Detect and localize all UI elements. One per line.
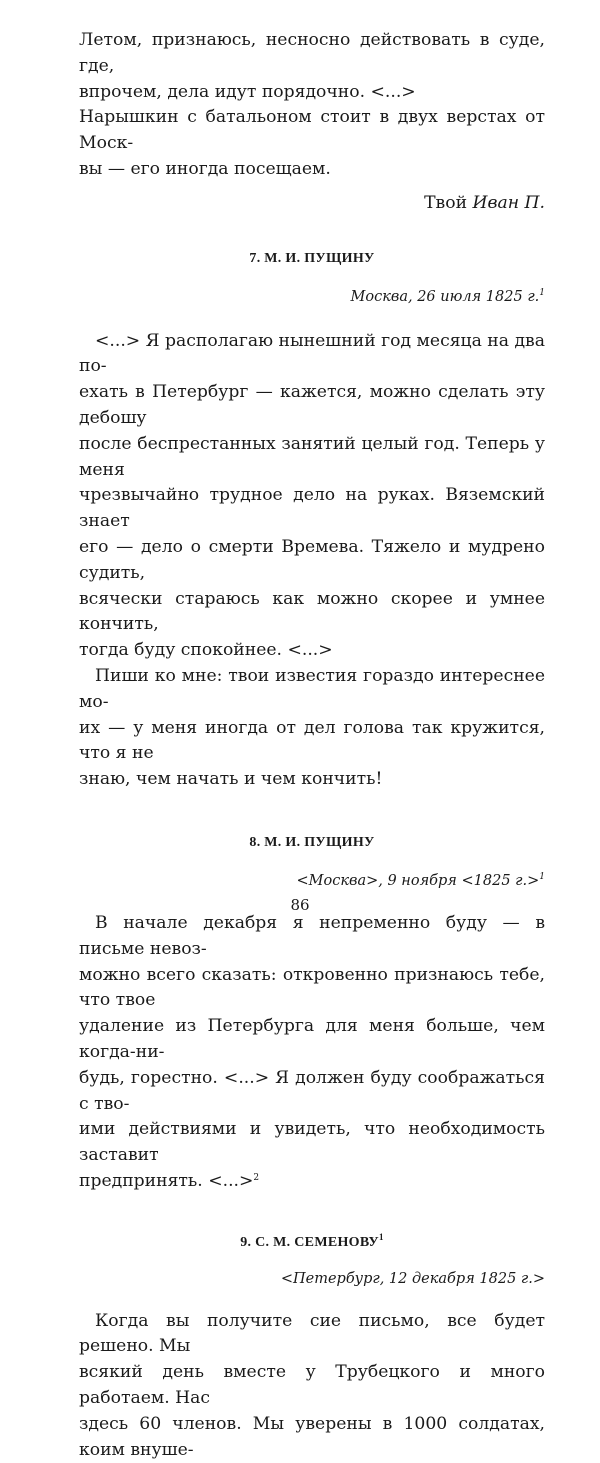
text-line: будь, горестно. <...> Я должен буду соображаться с тво-	[79, 1067, 545, 1114]
letter-date: <Петербург, 12 декабря 1825 г.>	[280, 1270, 545, 1287]
text-line: Летом, признаюсь, несносно действовать в суде, где,	[79, 30, 545, 76]
letter-heading: 9. С. М. СЕМЕНОВУ$^1$	[240, 1231, 384, 1250]
letter-date: Москва, 26 июля 1825 г.$^1$	[350, 287, 545, 305]
text-line: вы — его иногда посещаем.	[79, 158, 331, 179]
paragraph	[79, 664, 545, 793]
text-line: тогда буду спокойнее. <...>	[79, 640, 333, 661]
text-line: Когда вы получите сие письмо, все будет решено. Мы	[79, 1310, 545, 1357]
text-line: В начале декабря я непременно буду — в письме невоз-	[79, 912, 545, 959]
text-line: после беспрестанных занятий целый год. Теперь у меня	[79, 433, 545, 480]
paragraph	[79, 105, 545, 182]
text-line: можно всего сказать: откровенно признаюсь тебе, что твое	[79, 964, 545, 1011]
signature-prefix: Твой	[424, 192, 468, 213]
text-line: ехать в Петербург — кажется, можно сделать эту дебошу	[79, 382, 545, 428]
page-number: 86	[290, 896, 310, 914]
text-line: впрочем, дела идут порядочно. <...>	[79, 81, 416, 102]
page-body	[79, 28, 545, 1463]
text-line: знаю, чем начать и чем кончить!	[79, 769, 383, 790]
text-line: всякий день вместе у Трубецкого и много работаем. Нас	[79, 1362, 545, 1409]
letter-date: <Москва>, 9 ноября <1825 г.>$^1$	[296, 871, 545, 889]
footnote-mark: 2	[253, 1172, 260, 1183]
text-line: всячески стараюсь как можно скорее и умнее кончить,	[79, 588, 545, 635]
text-line: удаление из Петербурга для меня больше, чем когда-ни-	[79, 1016, 545, 1062]
paragraph	[79, 911, 545, 1195]
text-line: его — дело о смерти Времева. Тяжело и мудрено судить,	[79, 536, 545, 583]
footnote-mark: 1	[378, 1231, 384, 1242]
text-line: чрезвычайно трудное дело на руках. Вяземский знает	[79, 485, 545, 532]
paragraph	[79, 329, 545, 664]
signature	[79, 191, 545, 217]
signature-name: Иван П.	[472, 192, 545, 213]
paragraph	[79, 1309, 545, 1463]
text-line: предпринять. <...>	[79, 1170, 254, 1191]
letter-heading: 8. М. И. ПУЩИНУ	[249, 834, 375, 850]
text-line: их — у меня иногда от дел голова так кружится, что я не	[79, 717, 545, 764]
footnote-mark: 1	[539, 871, 545, 882]
text-line: Нарышкин с батальоном стоит в двух верстах от Моск-	[79, 107, 545, 154]
letter-heading: 7. М. И. ПУЩИНУ	[249, 250, 375, 266]
text-line: ими действиями и увидеть, что необходимость заставит	[79, 1119, 545, 1166]
text-line: Пиши ко мне: твои известия гораздо интереснее мо-	[79, 665, 545, 712]
text-line: <...> Я располагаю нынешний год месяца на два по-	[79, 330, 545, 377]
text-line: здесь 60 членов. Мы уверены в 1000 солдатах, коим внуше-	[79, 1413, 545, 1460]
paragraph	[79, 28, 545, 105]
footnote-mark: 1	[539, 287, 545, 298]
